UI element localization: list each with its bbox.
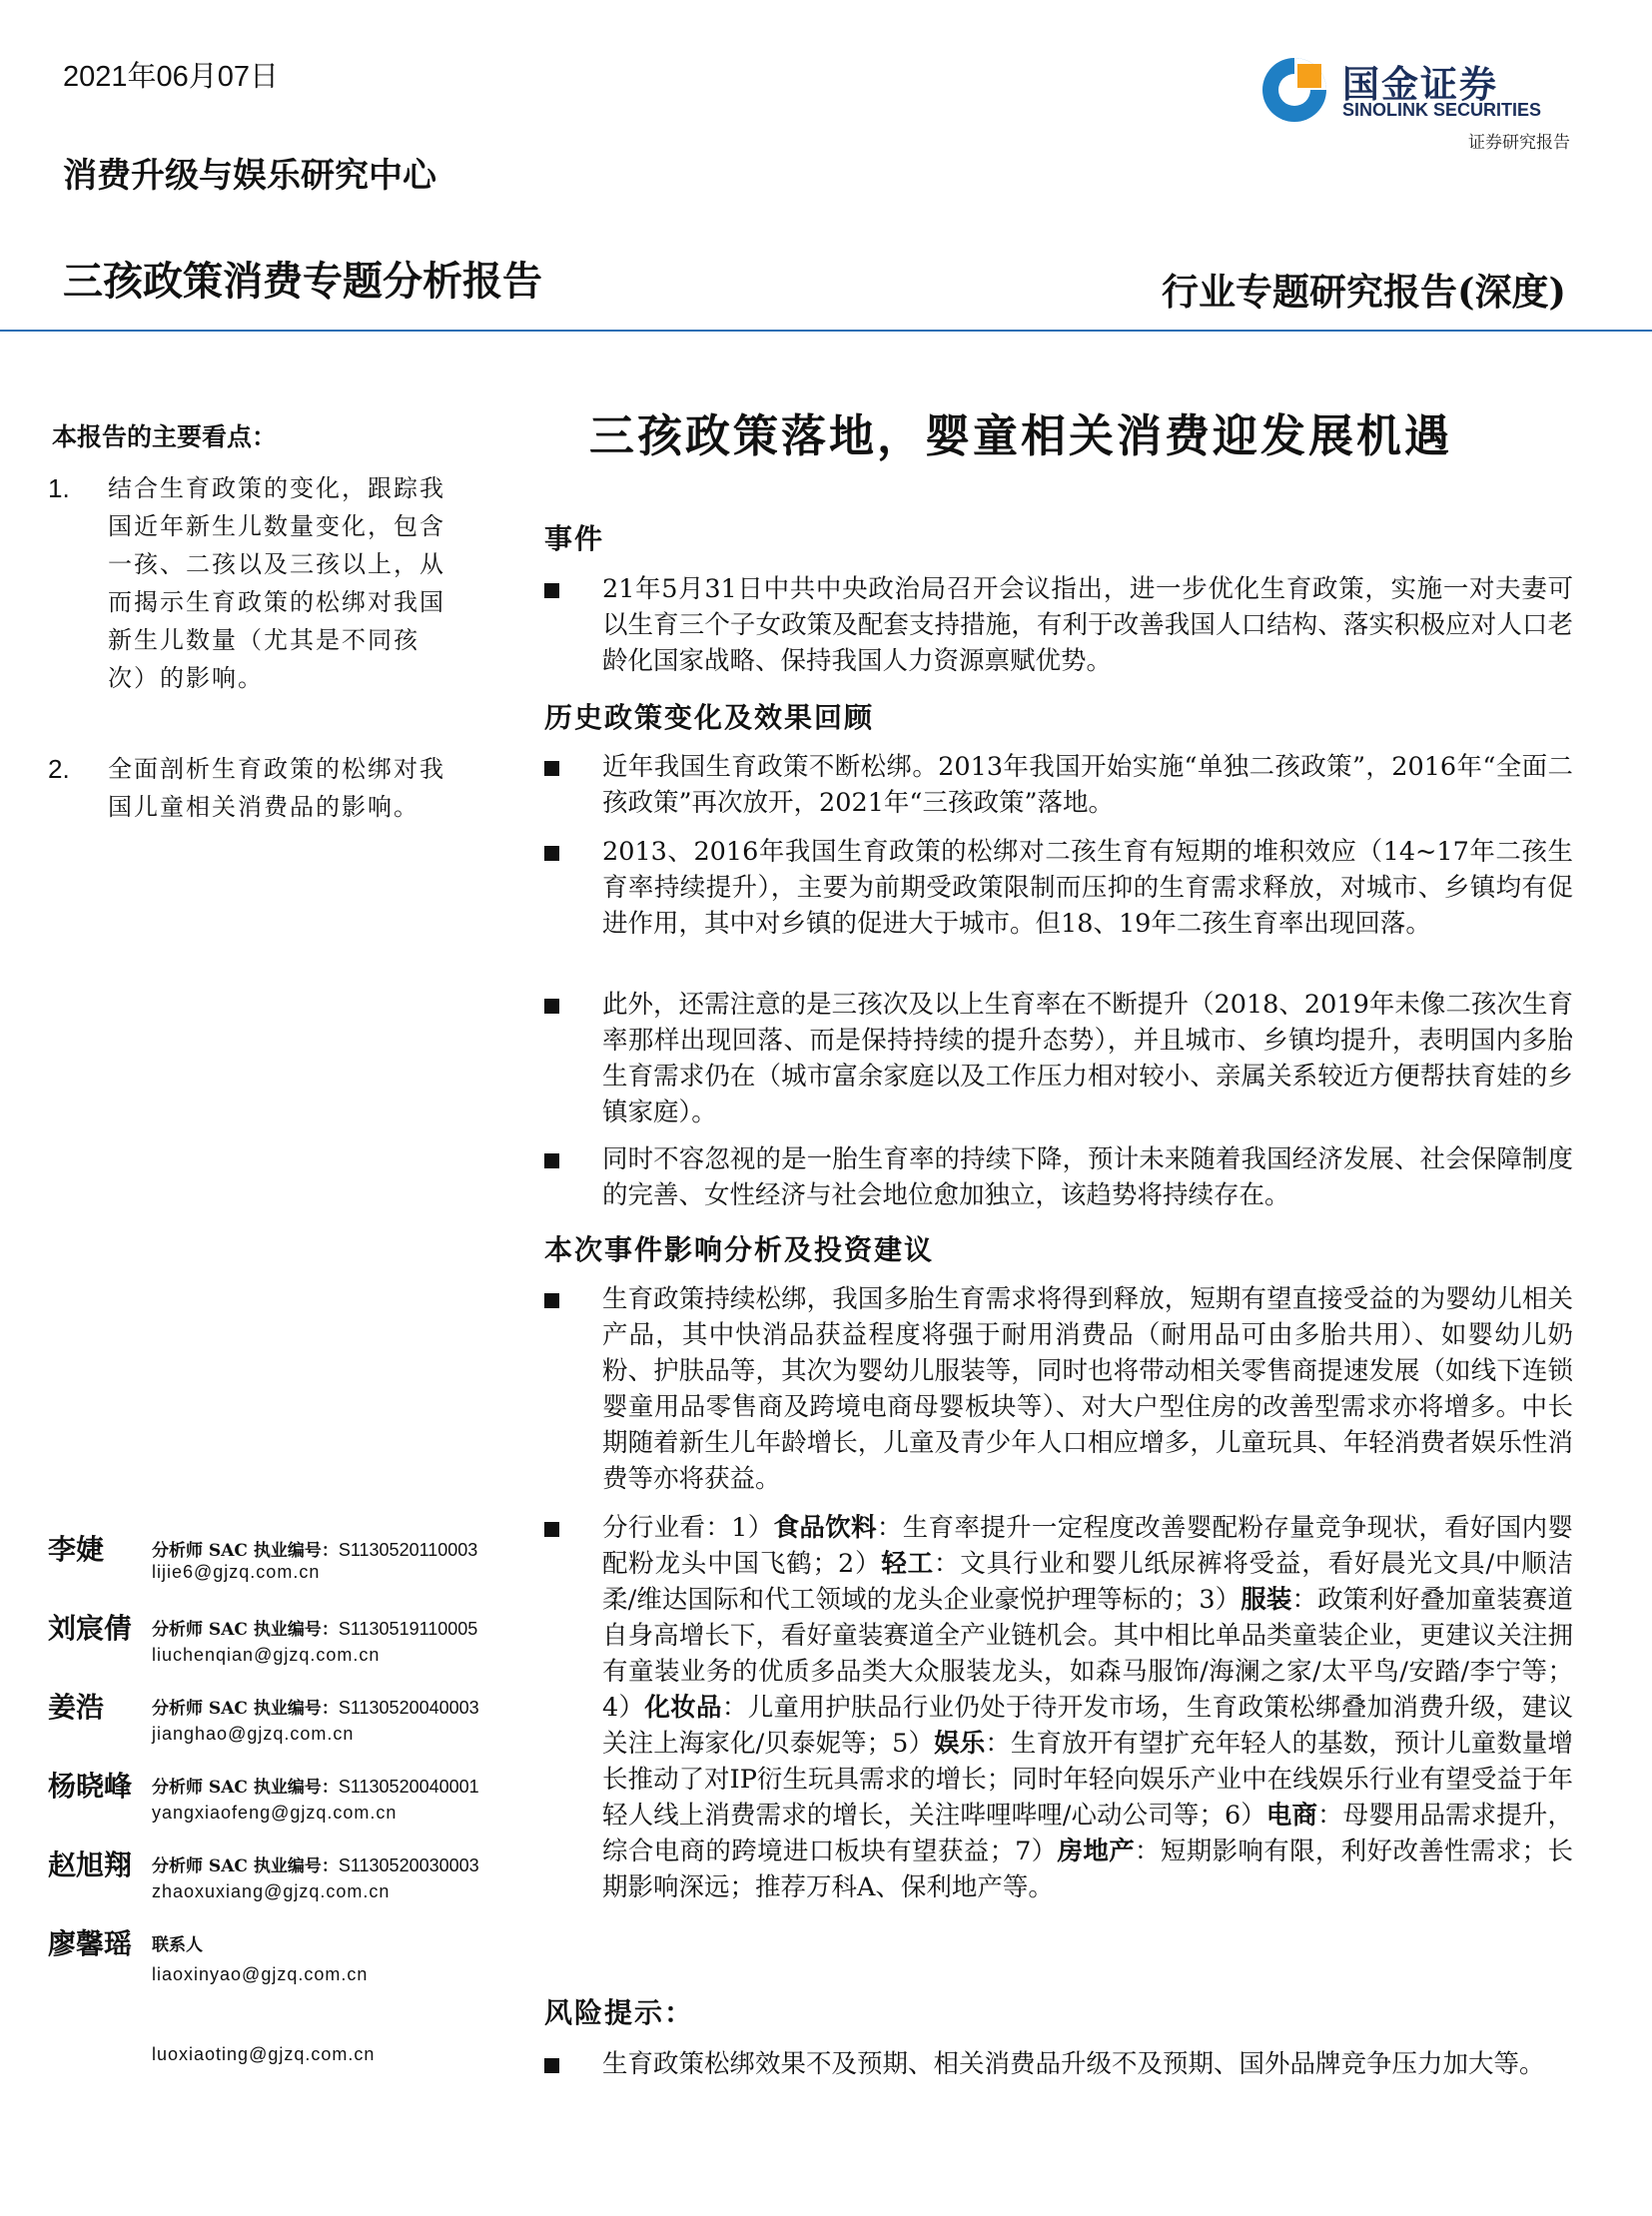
- analyst-sac-code: S1130520030003: [338, 1855, 479, 1875]
- bullet-square-icon: [544, 583, 559, 598]
- bullet-square-icon: [544, 846, 559, 861]
- analyst-role: 分析师 SAC 执业编号：S1130520040003: [152, 1698, 479, 1719]
- analyst-email[interactable]: liuchenqian@gjzq.com.cn: [152, 1645, 381, 1665]
- bullet-text: 同时不容忽视的是一胎生育率的持续下降，预计未来随着我国经济发展、社会保障制度的完善、女性经济与社会地位愈加独立，该趋势将持续存在。: [602, 1144, 1573, 1210]
- analyst-email[interactable]: liaoxinyao@gjzq.com.cn: [152, 1964, 369, 1984]
- logo-chinese-text: 国金证券: [1342, 63, 1498, 106]
- bullet-item: [544, 571, 1573, 679]
- analyst-role: 联系人: [152, 1935, 203, 1955]
- bullet-square-icon: [544, 1153, 559, 1168]
- industry-entertainment: 娱乐: [934, 1729, 986, 1759]
- highlight-number: 2.: [48, 754, 70, 784]
- logo-mark-icon: [1260, 56, 1328, 124]
- analyst-role: 分析师 SAC 执业编号：S1130519110005: [152, 1619, 478, 1640]
- analyst-email[interactable]: jianghao@gjzq.com.cn: [152, 1724, 355, 1744]
- analyst-role: 分析师 SAC 执业编号：S1130520040001: [152, 1777, 479, 1798]
- highlight-item: [48, 469, 447, 697]
- report-type: 行业专题研究报告(深度): [1161, 270, 1566, 314]
- analyst-email[interactable]: zhaoxuxiang@gjzq.com.cn: [152, 1881, 391, 1901]
- bullet-item: [544, 987, 1573, 1130]
- section-heading-risk: 风险提示：: [544, 1996, 695, 2029]
- analyst-role: 分析师 SAC 执业编号：S1130520030003: [152, 1855, 479, 1876]
- analyst-name: 李婕: [48, 1533, 105, 1566]
- industry-ecommerce: 电商: [1265, 1801, 1318, 1831]
- bullet-item: [544, 2046, 1573, 2082]
- bullet-square-icon: [544, 761, 559, 776]
- bullet-item-sub-industry: [544, 1510, 1573, 1905]
- highlight-text: 结合生育政策的变化，跟踪我国近年新生儿数量变化，包含一孩、二孩以及三孩以上，从而揭示生育政策的松绑对我国新生儿数量（尤其是不同孩次）的影响。: [108, 474, 445, 692]
- analyst-email[interactable]: luoxiaoting@gjzq.com.cn: [152, 2044, 376, 2064]
- bullet-item: [544, 834, 1573, 942]
- analyst-name: 姜浩: [48, 1691, 105, 1724]
- report-title: 三孩政策消费专题分析报告: [63, 259, 542, 305]
- analyst-name: 刘宸倩: [48, 1612, 133, 1645]
- bullet-text: 21年5月31日中共中央政治局召开会议指出，进一步优化生育政策，实施一对夫妻可以生育三个子女政策及配套支持措施，有利于改善我国人口结构、落实积极应对人口老龄化国家战略、保持我国人力资源禀赋优势。: [602, 574, 1573, 676]
- analyst-role: 分析师 SAC 执业编号：S1130520110003: [152, 1540, 478, 1561]
- bullet-item: [544, 1141, 1573, 1213]
- bullet-item: [544, 1281, 1573, 1497]
- bullet-text: 此外，还需注意的是三孩次及以上生育率在不断提升（2018、2019年未像二孩次生育率那样出现回落、而是保持持续的提升态势），并且城市、乡镇均提升，表明国内多胎生育需求仍在（城市富余家庭以及工作压力相对较小、亲属关系较近方便帮扶育娃的乡镇家庭）。: [602, 990, 1573, 1127]
- bullet-item: [544, 749, 1573, 821]
- bullet-square-icon: [544, 1522, 559, 1537]
- analyst-sac-code: S1130519110005: [338, 1619, 478, 1639]
- bullet-text: 分行业看：1）食品饮料：生育率提升一定程度改善婴配粉存量竞争现状，看好国内婴配粉龙头中国飞鹤；2）轻工：文具行业和婴儿纸尿裤将受益，看好晨光文具/中顺洁柔/维达国际和代工领域的龙头企业豪悦护理等标的；3）服装：政策利好叠加童装赛道自身高增长下，看好童装赛道全产业链机会。其中相比单品类童装企业，更建议关注拥有童装业务的优质多品类大众服装龙头，如森马服饰/海澜之家/太平鸟/安踏/李宁等；4）化妆品：儿童用护肤品行业仍处于待开发市场，生育政策松绑叠加消费升级，建议关注上海家化/贝泰妮等；5）娱乐：生育放开有望扩充年轻人的基数，预计儿童数量增长推动了对IP衍生玩具需求的增长；同时年轻向娱乐产业中在线娱乐行业有望受益于年轻人线上消费需求的增长，关注哔哩哔哩/心动公司等；6）电商：母婴用品需求提升，综合电商的跨境进口板块有望获益；7）房地产：短期影响有限，利好改善性需求；长期影响深远；推荐万科A、保利地产等。: [602, 1513, 1573, 1902]
- sinolink-logo: [1260, 52, 1570, 132]
- industry-food-beverage: 食品饮料: [773, 1513, 877, 1543]
- industry-cosmetics: 化妆品: [644, 1693, 722, 1723]
- section-heading-impact: 本次事件影响分析及投资建议: [544, 1233, 935, 1266]
- highlight-item: [48, 750, 447, 826]
- analyst-name: 赵旭翔: [48, 1848, 133, 1881]
- highlight-text: 全面剖析生育政策的松绑对我国儿童相关消费品的影响。: [108, 755, 445, 821]
- section-heading-history: 历史政策变化及效果回顾: [544, 701, 875, 734]
- bullet-square-icon: [544, 1293, 559, 1308]
- highlights-heading: 本报告的主要看点：: [52, 422, 278, 451]
- analyst-sac-code: S1130520040003: [338, 1698, 479, 1718]
- analyst-name: 杨晓峰: [48, 1770, 133, 1803]
- logo-english-text: SINOLINK SECURITIES: [1342, 100, 1542, 120]
- bullet-text: 生育政策松绑效果不及预期、相关消费品升级不及预期、国外品牌竞争压力加大等。: [602, 2049, 1545, 2079]
- bullet-text: 近年我国生育政策不断松绑。2013年我国开始实施“单独二孩政策”，2016年“全面二孩政策”再次放开，2021年“三孩政策”落地。: [602, 752, 1573, 818]
- industry-real-estate: 房地产: [1057, 1837, 1136, 1866]
- bullet-text: 2013、2016年我国生育政策的松绑对二孩生育有短期的堆积效应（14~17年二孩生育率持续提升），主要为前期受政策限制而压抑的生育需求释放，对城市、乡镇均有促进作用，其中对乡镇的促进大于城市。但18、19年二孩生育率出现回落。: [602, 837, 1573, 939]
- analyst-email[interactable]: yangxiaofeng@gjzq.com.cn: [152, 1803, 398, 1823]
- analyst-name: 廖馨瑶: [48, 1927, 133, 1960]
- bullet-square-icon: [544, 999, 559, 1014]
- analyst-sac-code: S1130520110003: [338, 1540, 478, 1560]
- logo-subtitle: 证券研究报告: [1468, 133, 1570, 153]
- article-title: 三孩政策落地，婴童相关消费迎发展机遇: [589, 409, 1453, 462]
- bullet-text: 生育政策持续松绑，我国多胎生育需求将得到释放，短期有望直接受益的为婴幼儿相关产品，其中快消品获益程度将强于耐用消费品（耐用品可由多胎共用）、如婴幼儿奶粉、护肤品等，其次为婴幼儿服装等，同时也将带动相关零售商提速发展（如线下连锁婴童用品零售商及跨境电商母婴板块等）、对大户型住房的改善型需求亦将增多。中长期随着新生儿年龄增长，儿童及青少年人口相应增多，儿童玩具、年轻消费者娱乐性消费等亦将获益。: [602, 1284, 1573, 1494]
- research-center-name: 消费升级与娱乐研究中心: [63, 156, 436, 196]
- analyst-email[interactable]: lijie6@gjzq.com.cn: [152, 1562, 321, 1582]
- analyst-sac-code: S1130520040001: [338, 1777, 479, 1797]
- highlight-number: 1.: [48, 473, 70, 503]
- bullet-square-icon: [544, 2058, 559, 2073]
- section-heading-event: 事件: [544, 522, 605, 555]
- report-date: 2021年06月07日: [63, 61, 280, 93]
- industry-light-industry: 轻工: [881, 1549, 934, 1579]
- header-divider: [0, 330, 1652, 332]
- industry-apparel: 服装: [1240, 1585, 1292, 1615]
